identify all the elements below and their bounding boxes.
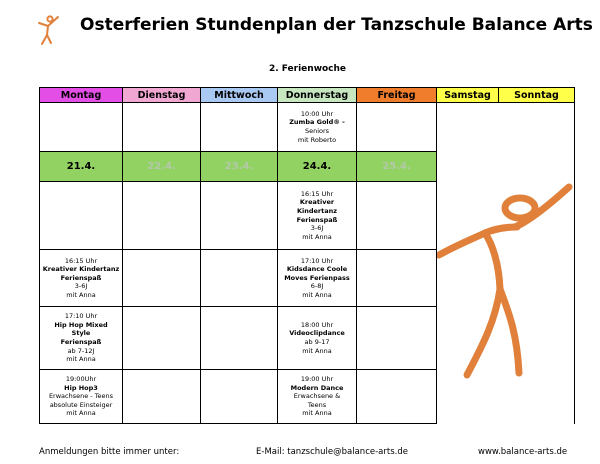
event-name: Style (71, 329, 91, 338)
event-group: Erwachsene & (293, 392, 341, 401)
event-time: 17:10 Uhr (300, 256, 334, 265)
empty-cell (357, 307, 437, 370)
date-mittwoch: 23.4. (201, 152, 278, 182)
event-name: Kreativer Kindertanz (42, 265, 120, 274)
event-name: Zumba Gold® - (289, 118, 345, 127)
date-dienstag: 22.4. (123, 152, 201, 182)
date-donnerstag: 24.4. (278, 152, 357, 182)
event-age: 6-8J (310, 282, 324, 291)
empty-cell (201, 307, 278, 370)
empty-cell (123, 307, 201, 370)
event-cell-hip-hop-mixed (40, 307, 123, 370)
event-teacher: mit Anna (302, 409, 332, 418)
empty-cell (357, 370, 437, 424)
day-header-freitag: Freitag (357, 88, 437, 103)
event-name: Videoclipdance (289, 329, 345, 338)
empty-cell (123, 103, 201, 152)
event-teacher: mit Anna (66, 355, 96, 364)
empty-cell (40, 182, 123, 250)
event-cell-videoclipdance (278, 307, 357, 370)
empty-cell (123, 182, 201, 250)
footer-registration-note: Anmeldungen bitte immer unter: (39, 447, 180, 457)
event-teacher: mit Roberto (297, 135, 337, 144)
event-group: Erwachsene - Teens (48, 392, 114, 401)
event-cell-kreativer-kindertanz-montag (40, 250, 123, 307)
day-header-montag: Montag (40, 88, 123, 103)
event-teacher: mit Anna (66, 290, 96, 299)
day-header-mittwoch: Mittwoch (201, 88, 278, 103)
day-header-sonntag: Sonntag (499, 88, 575, 103)
date-montag: 21.4. (40, 152, 123, 182)
date-freitag: 25.4. (357, 152, 437, 182)
event-time: 16:15 Uhr (300, 189, 334, 198)
empty-cell (123, 370, 201, 424)
empty-cell (201, 370, 278, 424)
page-title: Osterferien Stundenplan der Tanzschule Balance Arts (80, 15, 593, 35)
event-group: Seniors (304, 127, 330, 135)
event-cell-zumba-gold (278, 103, 357, 152)
event-cell-modern-dance (278, 370, 357, 424)
weekend-area (437, 103, 575, 424)
event-age: 3-6J (74, 282, 88, 291)
schedule-row (40, 103, 575, 152)
empty-cell (123, 250, 201, 307)
footer-website: www.balance-arts.de (478, 447, 568, 457)
event-name: Modern Dance (290, 383, 344, 392)
event-time: 19:00 Uhr (300, 375, 334, 384)
event-teacher: mit Anna (302, 290, 332, 299)
event-teacher: mit Anna (66, 409, 96, 418)
event-teacher: mit Anna (302, 346, 332, 355)
day-header-donnerstag: Donnerstag (278, 88, 357, 103)
event-cell-kidsdance (278, 250, 357, 307)
event-name: Ferienspaß (60, 338, 102, 346)
event-name: Ferienspaß (60, 273, 102, 282)
empty-cell (357, 182, 437, 250)
event-age: ab 7-12J (67, 346, 95, 355)
event-group: Teens (307, 400, 327, 409)
event-name: Hip Hop3 (64, 383, 98, 392)
empty-cell (357, 250, 437, 307)
event-time: 19:00Uhr (65, 375, 97, 384)
event-group: absolute Einsteiger (49, 400, 113, 409)
event-time: 10:00 Uhr (300, 109, 334, 118)
footer-email: E-Mail: tanzschule@balance-arts.de (256, 447, 408, 457)
event-age: ab 9-17 (304, 338, 330, 346)
event-name: Ferienspaß (296, 215, 338, 224)
schedule-table (39, 87, 575, 424)
event-name: Kidsdance Coole (286, 265, 348, 274)
empty-cell (357, 103, 437, 152)
empty-cell (40, 103, 123, 152)
dancer-figure-icon (437, 183, 575, 383)
event-time: 17:10 Uhr (64, 312, 98, 321)
event-name: Kreativer (299, 198, 335, 207)
event-cell-kreativer-kindertanz (278, 182, 357, 250)
day-header-dienstag: Dienstag (123, 88, 201, 103)
event-name: Moves Ferienpass (284, 273, 350, 282)
event-name: Kindertanz (296, 206, 338, 215)
event-time: 18:00 Uhr (300, 320, 334, 329)
week-subtitle: 2. Ferienwoche (268, 64, 347, 74)
event-cell-hip-hop3 (40, 370, 123, 424)
event-age: 3-6J (310, 224, 324, 233)
event-teacher: mit Anna (302, 232, 332, 241)
event-time: 16:15 Uhr (64, 256, 98, 265)
balance-arts-logo-icon (36, 14, 60, 46)
day-header-samstag: Samstag (437, 88, 499, 103)
empty-cell (201, 250, 278, 307)
event-name: Hip Hop Mixed (54, 320, 108, 329)
empty-cell (201, 182, 278, 250)
day-header-row (40, 88, 575, 103)
empty-cell (201, 103, 278, 152)
